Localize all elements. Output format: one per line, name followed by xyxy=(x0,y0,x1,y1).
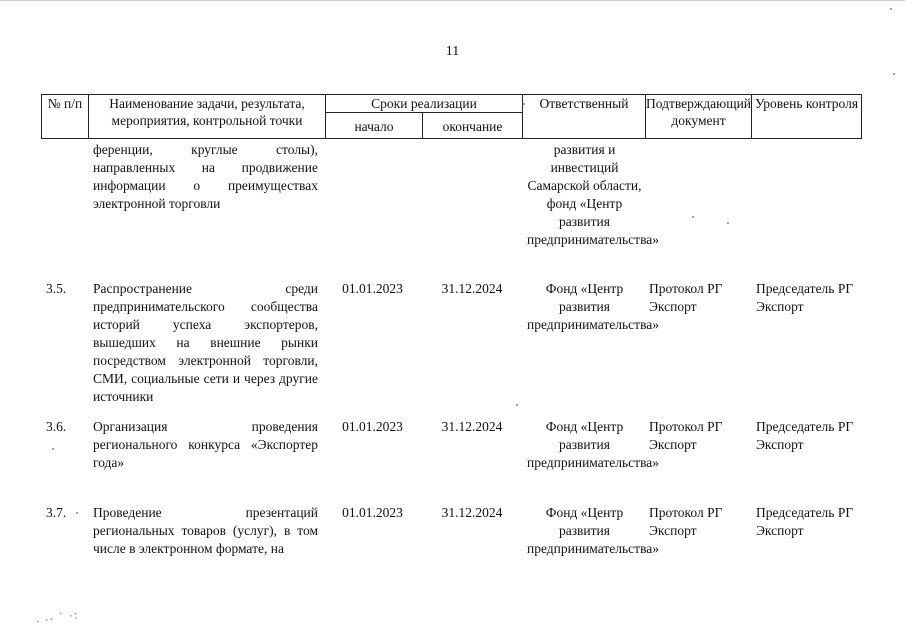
row-start-date: 01.01.2023 xyxy=(342,419,403,434)
row-responsible: Фонд «Центр развития предпринимательства» xyxy=(527,419,660,470)
row-number: 3.6. xyxy=(46,419,67,434)
row-responsible: Фонд «Центр развития предпринимательства» xyxy=(527,281,660,332)
row-description: Проведение презентаций региональных товаров (услуг), в том числе в электронном формате, на xyxy=(93,505,318,556)
scan-edge-line xyxy=(0,0,905,1)
row-control-level: Председатель РГ Экспорт xyxy=(756,281,854,314)
margin-scribble: · ·· ˙ ·: xyxy=(35,608,80,629)
row-description: Организация проведения регионального конкурса «Экспортер года» xyxy=(93,419,318,470)
header-num: № п/п xyxy=(47,96,83,111)
scan-speck xyxy=(893,73,895,75)
row-description: ференции, круглые столы), направленных на продвижение информации о преимуществах электронной торговли xyxy=(93,142,318,211)
scan-speck xyxy=(516,404,518,406)
row-description: Распространение среди предпринимательского сообщества историй успеха экспортеров, вышедших на внешние рынки посредством электронной торговли, СМИ, социальные сети и через другие источники xyxy=(93,281,318,404)
header-end: окончание xyxy=(442,119,503,134)
header-name: Наименование задачи, результата, мероприятия, контрольной точки xyxy=(109,96,305,128)
row-end-date: 31.12.2024 xyxy=(441,281,503,296)
scan-speck xyxy=(692,216,694,218)
row-number: 3.5. xyxy=(46,281,67,296)
header-terms: Сроки реализации xyxy=(371,96,477,111)
row-start-date: 01.01.2023 xyxy=(342,281,403,296)
row-document: Протокол РГ Экспорт xyxy=(649,505,723,538)
row-start-date: 01.01.2023 xyxy=(342,505,403,520)
row-responsible: развития и инвестиций Самарской области, фонд «Центр развития предпринимательства» xyxy=(527,142,660,247)
row-control-level: Председатель РГ Экспорт xyxy=(756,505,854,538)
row-control-level: Председатель РГ Экспорт xyxy=(756,419,854,452)
scan-speck xyxy=(76,512,78,514)
row-number: 3.7. xyxy=(46,505,67,520)
row-responsible: Фонд «Центр развития предпринимательства» xyxy=(527,505,660,556)
row-end-date: 31.12.2024 xyxy=(441,505,503,520)
row-end-date: 31.12.2024 xyxy=(441,419,503,434)
header-document: Подтверждающий документ xyxy=(646,96,752,128)
page-number: 11 xyxy=(445,44,460,59)
header-start: начало xyxy=(354,119,394,134)
row-document: Протокол РГ Экспорт xyxy=(649,419,723,452)
header-responsible: Ответственный xyxy=(539,96,629,111)
scan-speck xyxy=(727,222,729,224)
scan-speck xyxy=(52,448,54,450)
header-control: Уровень контроля xyxy=(754,96,859,111)
row-document: Протокол РГ Экспорт xyxy=(649,281,723,314)
scan-speck xyxy=(523,103,525,105)
scan-speck xyxy=(890,8,892,10)
